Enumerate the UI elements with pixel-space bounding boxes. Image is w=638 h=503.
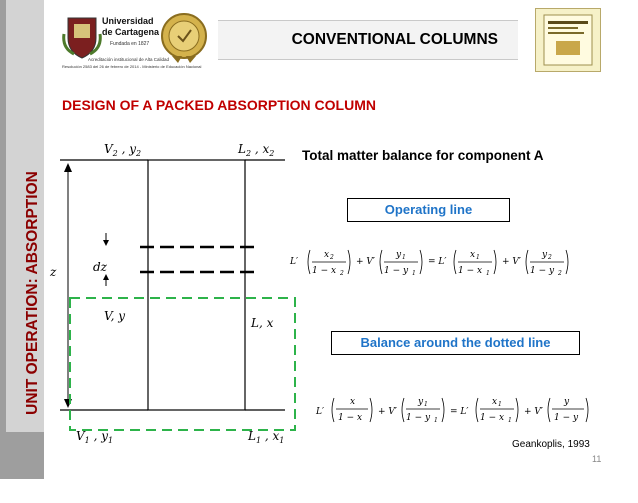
- height-label: z: [50, 265, 57, 279]
- svg-text:1: 1: [434, 417, 438, 424]
- svg-text:2: 2: [330, 254, 334, 261]
- top-liquid-label: $L_2$ , $x_2$: [238, 142, 275, 158]
- svg-text:1 − x: 1 − x: [480, 413, 505, 423]
- svg-text:1: 1: [402, 254, 406, 261]
- balance-dotted-label: Balance around the dotted line: [331, 331, 580, 355]
- top-gas-label: $V_2$ , $y_2$: [104, 142, 142, 158]
- page-number: 11: [592, 454, 602, 464]
- operating-line-equation: [289, 250, 568, 277]
- accreditation-line-2: Resolución 2583 del 26 de febrero de 2014 - Ministerio de Educación Nacional: [62, 64, 202, 69]
- mid-gas-label: V, y: [104, 309, 125, 323]
- svg-text:1: 1: [424, 401, 428, 408]
- svg-text:x: x: [492, 397, 498, 407]
- vertical-title: UNIT OPERATION: ABSORPTION: [24, 171, 41, 415]
- reference-citation: Geankoplis, 1993: [512, 439, 590, 450]
- dz-arrow-down-head: [103, 240, 109, 246]
- bottom-liquid-label: $L_1$ , $x_1$: [248, 429, 285, 445]
- svg-text:1: 1: [486, 270, 490, 277]
- svg-text:x: x: [470, 250, 476, 260]
- svg-text:x: x: [350, 397, 356, 407]
- svg-text:1: 1: [498, 401, 502, 408]
- page-title: CONVENTIONAL COLUMNS: [291, 31, 498, 48]
- svg-text:1 − y: 1 − y: [530, 266, 555, 276]
- svg-text:L′: L′: [316, 407, 325, 417]
- element-label: dz: [93, 260, 108, 274]
- svg-text:1 − y: 1 − y: [384, 266, 409, 276]
- svg-text:1: 1: [476, 254, 480, 261]
- svg-text:+ V′: + V′: [378, 407, 397, 417]
- svg-text:1 − x: 1 − x: [338, 413, 363, 423]
- bottom-gas-label: $V_1$ , $y_1$: [76, 429, 114, 445]
- svg-text:= L′: = L′: [450, 407, 469, 417]
- svg-text:2: 2: [558, 270, 562, 277]
- svg-text:2: 2: [340, 270, 344, 277]
- height-arrow-up-head: [64, 163, 72, 172]
- section-title: DESIGN OF A PACKED ABSORPTION COLUMN: [62, 97, 376, 113]
- svg-text:L′: L′: [290, 257, 299, 267]
- svg-text:y: y: [396, 250, 402, 260]
- dz-arrow-up-head: [103, 274, 109, 280]
- column-body: [148, 160, 245, 410]
- svg-text:1 − y: 1 − y: [554, 413, 579, 423]
- matter-balance-heading: Total matter balance for component A: [302, 148, 544, 163]
- svg-text:+ V′: + V′: [524, 407, 543, 417]
- svg-text:= L′: = L′: [428, 257, 447, 267]
- svg-text:1 − x: 1 − x: [312, 266, 337, 276]
- university-founded: Fundada en 1827: [110, 41, 150, 47]
- university-name-2: de Cartagena: [102, 27, 160, 37]
- svg-text:+ V′: + V′: [356, 257, 375, 267]
- dotted-balance-equation: [315, 397, 588, 424]
- svg-text:1 − x: 1 − x: [458, 266, 483, 276]
- svg-text:1: 1: [412, 270, 416, 277]
- university-name-1: Universidad: [102, 16, 154, 26]
- svg-text:1: 1: [508, 417, 512, 424]
- accreditation-line-1: Acreditación institucional de Alta Calidad: [88, 57, 170, 62]
- svg-text:1 − y: 1 − y: [406, 413, 431, 423]
- svg-text:2: 2: [548, 254, 552, 261]
- mid-liquid-label: L, x: [251, 316, 274, 330]
- svg-text:x: x: [324, 250, 330, 260]
- svg-text:y: y: [542, 250, 548, 260]
- svg-text:y: y: [564, 397, 570, 407]
- svg-text:y: y: [418, 397, 424, 407]
- svg-text:+ V′: + V′: [502, 257, 521, 267]
- operating-line-label: Operating line: [347, 198, 510, 222]
